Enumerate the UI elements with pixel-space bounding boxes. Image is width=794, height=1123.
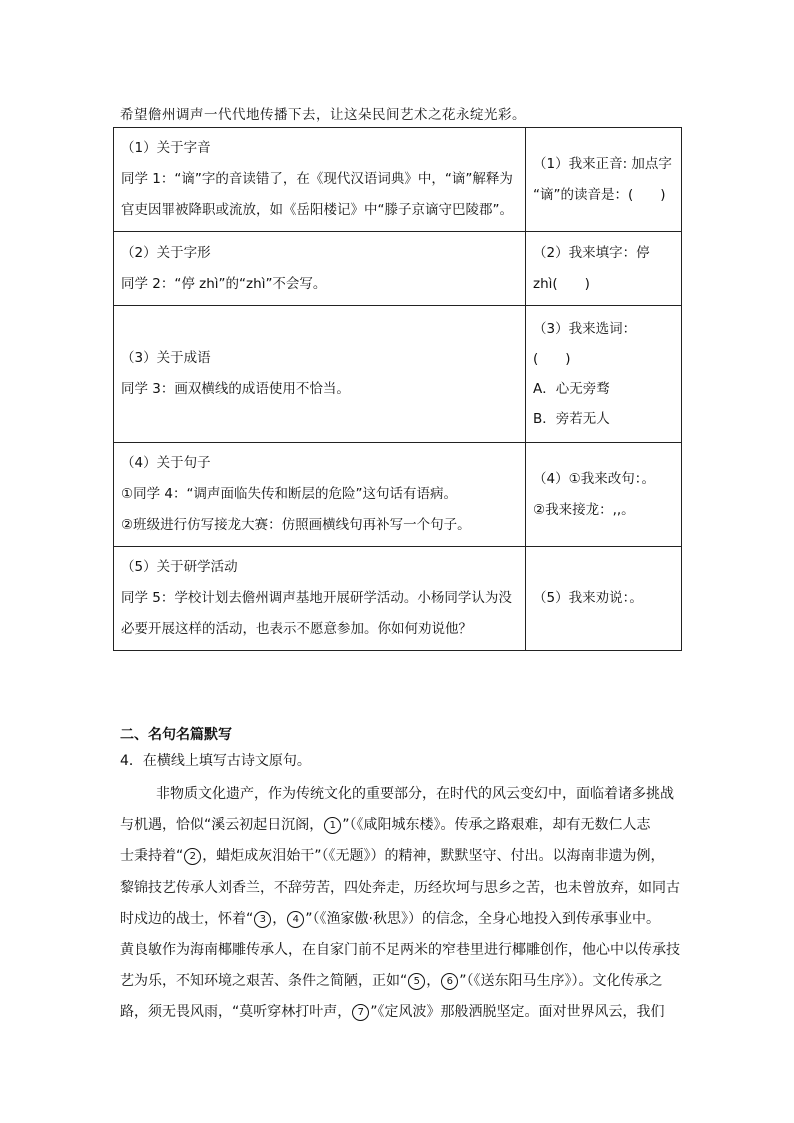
- table-cell-answer: [526, 306, 682, 443]
- row-text: 必要开展这样的活动，也表示不愿意参加。你如何劝说他？: [121, 621, 472, 637]
- intro-sentence: 希望儋州调声一代代地传播下去，让这朵民间艺术之花永绽光彩。: [120, 107, 526, 123]
- passage-line: [120, 966, 680, 997]
- table-row: [114, 443, 682, 547]
- row-text: 同学 2：“停 zhì”的“zhì”不会写。: [121, 275, 327, 292]
- answer-text: （2）我来填字：停: [533, 244, 650, 261]
- passage-text: ”（《渔家傲·秋思》）的信念，全身心地投入到传承事业中。: [305, 910, 660, 927]
- table-cell-answer: [526, 128, 682, 232]
- passage-text: ”（《送东阳马生序》）。文化传承之: [459, 973, 663, 990]
- passage-text: ，蜡炬成灰泪始干”（《无题》）的精神，默默坚守、付出。以海南非遗为例，: [202, 848, 665, 865]
- answer-text: （3）我来选词：: [533, 321, 637, 337]
- passage-text: 时戍边的战士，怀着“: [120, 910, 254, 927]
- row-heading: （4）关于句子: [121, 455, 211, 471]
- blank-number-marker: 3: [254, 911, 271, 928]
- passage-line: [120, 904, 680, 935]
- blank-number-marker: 7: [352, 1004, 369, 1021]
- option-b: B．旁若无人: [533, 411, 610, 427]
- table-cell-issue: [114, 232, 526, 306]
- passage-text: 艺为乐，不知环境之艰苦、条件之简陋，正如“: [120, 973, 408, 990]
- row-text: 同学 3：画双横线的成语使用不恰当。: [121, 381, 350, 397]
- passage-line: 非物质文化遗产，作为传统文化的重要部分，在时代的风云变幻中，面临着诸多挑战: [156, 786, 674, 802]
- blank-number-marker: 1: [324, 817, 341, 834]
- table-cell-answer: [526, 232, 682, 306]
- passage-text: ”《定风波》那般洒脱坚定。面对世界风云，我们: [370, 1004, 665, 1021]
- row-text: ②班级进行仿写接龙大赛：仿照画横线句再补写一个句子。: [121, 517, 471, 533]
- answer-text: （5）我来劝说：。: [533, 590, 643, 606]
- passage-line: 黎锦技艺传承人刘香兰，不辞劳苦，四处奔走，历经坎坷与思乡之苦，也未曾放弃，如同古: [120, 879, 680, 896]
- table-cell-issue: [114, 128, 526, 232]
- passage-text: 路，须无畏风雨，“莫听穿林打叶声，: [120, 1004, 352, 1021]
- passage-text: 士秉持着“: [120, 848, 184, 865]
- row-heading: （5）关于研学活动: [121, 559, 238, 575]
- passage: [120, 779, 680, 1029]
- answer-text: zhì( ): [533, 275, 590, 292]
- row-text: 同学 5：学校计划去儋州调声基地开展研学活动。小杨同学认为没: [121, 590, 512, 606]
- row-heading: （1）关于字音: [121, 140, 211, 156]
- option-a: A．心无旁骛: [533, 381, 610, 397]
- row-heading: （2）关于字形: [121, 244, 211, 261]
- passage-text: ，: [272, 910, 287, 927]
- passage-line: [120, 841, 680, 872]
- passage-text: 与机遇，恰似“溪云初起日沉阁，: [120, 817, 324, 834]
- row-text: 同学 1：“谪”字的音读错了，在《现代汉语词典》中，“谪”解释为: [121, 171, 513, 187]
- answer-text: “谪”的读音是：( ): [533, 186, 666, 203]
- question-prompt: 4．在横线上填写古诗文原句。: [120, 753, 311, 769]
- answer-text: （4）①我来改句：。: [533, 470, 655, 487]
- row-text: ①同学 4：“调声面临失传和断层的危险”这句话有语病。: [121, 486, 457, 502]
- table-cell-answer: [526, 547, 682, 651]
- answer-text: ( ): [533, 351, 571, 367]
- table-cell-issue: [114, 547, 526, 651]
- passage-line: 黄良敏作为海南椰雕传承人，在自家门前不足两米的窄巷里进行椰雕创作，他心中以传承技: [120, 942, 680, 959]
- table-cell-issue: [114, 306, 526, 443]
- passage-text: ，: [426, 973, 441, 990]
- passage-line: [120, 810, 680, 841]
- blank-number-marker: 6: [441, 973, 458, 990]
- table-row: [114, 128, 682, 232]
- row-heading: （3）关于成语: [121, 350, 211, 366]
- table-cell-answer: [526, 443, 682, 547]
- answer-text: ②我来接龙：,,。: [533, 501, 635, 518]
- row-text: 官吏因罪被降职或流放，如《岳阳楼记》中“滕子京谪守巴陵郡”。: [121, 202, 513, 218]
- table-cell-issue: [114, 443, 526, 547]
- passage-line: [120, 997, 680, 1028]
- blank-number-marker: 4: [287, 911, 304, 928]
- table-row: [114, 547, 682, 651]
- question-table: [113, 127, 682, 651]
- answer-text: （1）我来正音: 加点字: [533, 155, 672, 172]
- passage-text: ”（《咸阳城东楼》。传承之路艰难，却有无数仁人志: [342, 817, 651, 834]
- blank-number-marker: 2: [184, 848, 201, 865]
- blank-number-marker: 5: [408, 973, 425, 990]
- table-row: [114, 232, 682, 306]
- table-row: [114, 306, 682, 443]
- section-heading: 二、名句名篇默写: [120, 727, 232, 743]
